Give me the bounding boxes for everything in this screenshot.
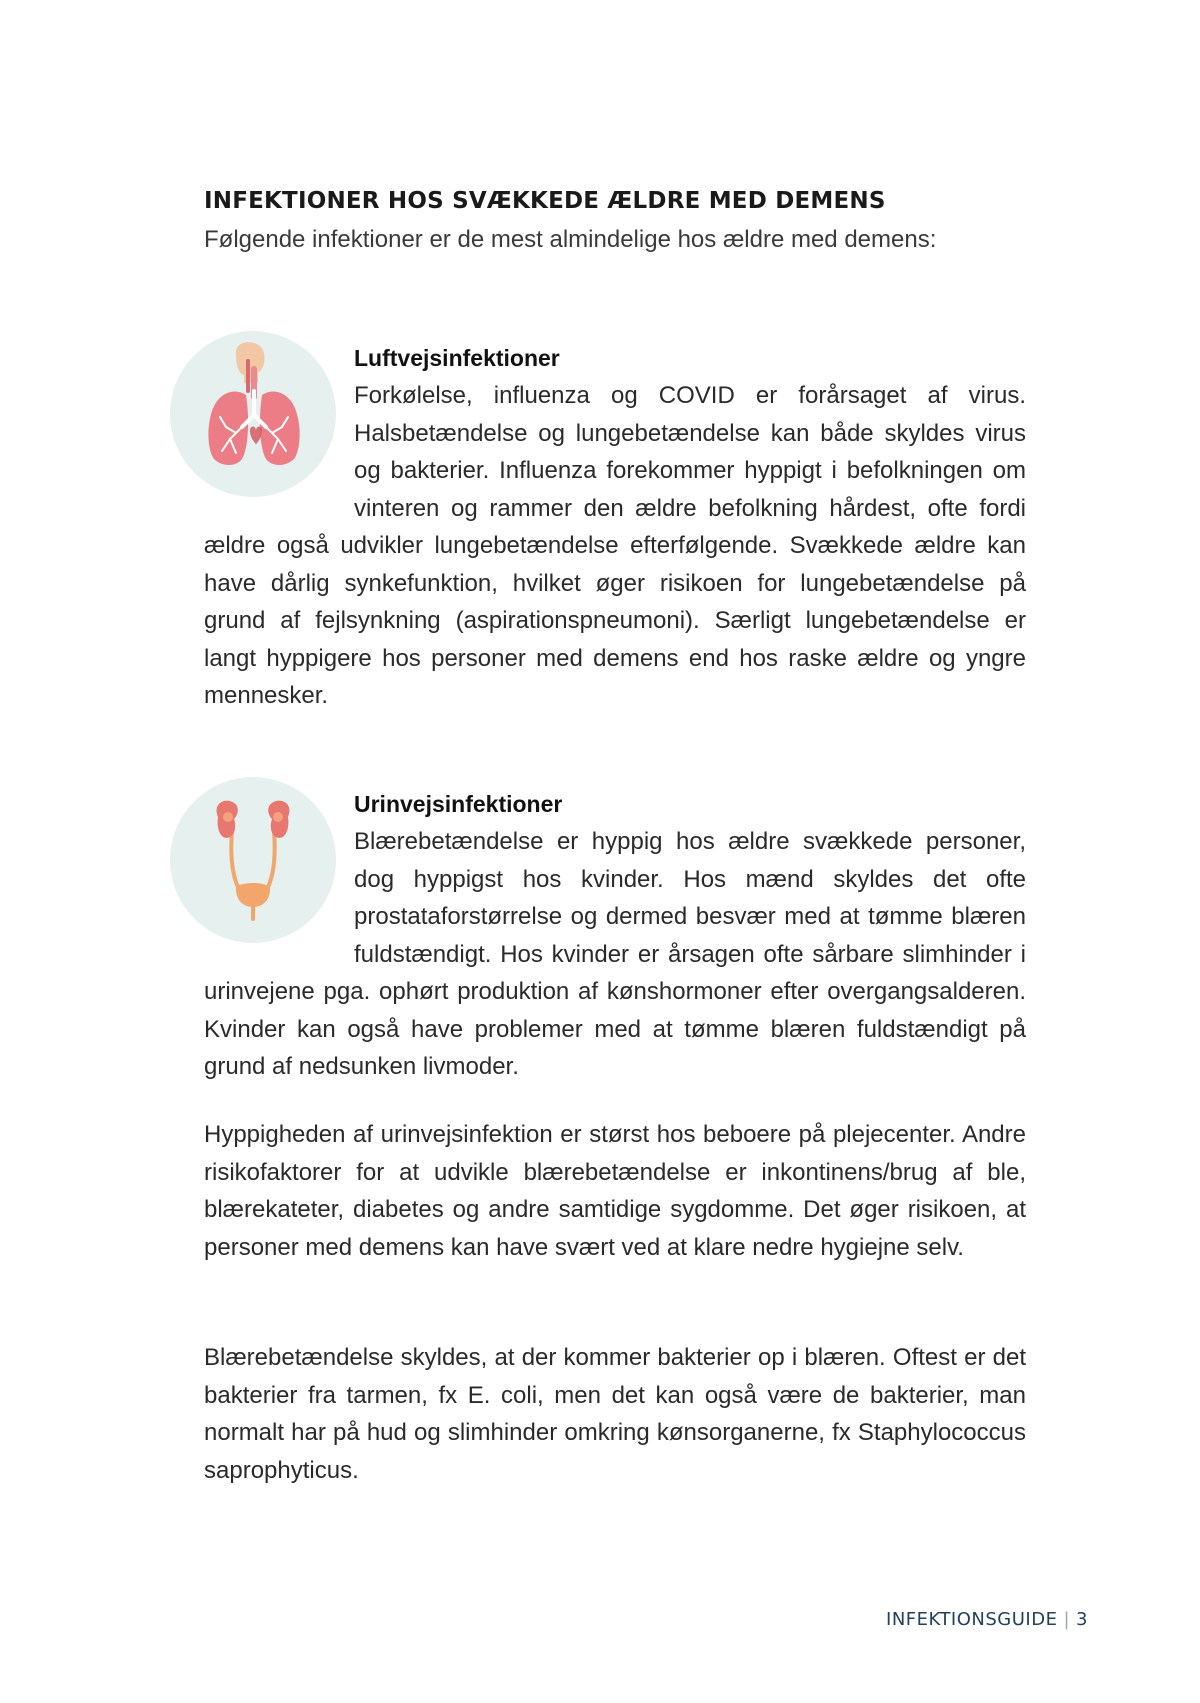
- page-heading: INFEKTIONER HOS SVÆKKEDE ÆLDRE MED DEMENS: [204, 188, 886, 214]
- section-urinary: [170, 777, 1026, 1086]
- section-title-respiratory: Luftvejsinfektioner: [354, 345, 560, 371]
- section-text-urinary: Blærebetændelse er hyppig hos ældre svækkede personer, dog hyppigst hos kvinder. Hos mænd skyldes det ofte prostataforstørrelse og dermed besvær med at tømme blæren fuldstændigt. Hos kvinder er årsagen ofte sårbare slimhinder i urinvejene pga. ophørt produktion af kønshormoner efter overgangsalderen. Kvinder kan også have problemer med at tømme blæren fuldstændigt på grund af nedsunken livmoder.: [204, 828, 1026, 1080]
- page-footer: [886, 1609, 1088, 1630]
- paragraph-causes: Blærebetændelse skyldes, at der kommer bakterier op i blæren. Oftest er det bakterier fra tarmen, fx E. coli, men det kan også være de bakterier, man normalt har på hud og slimhinder omkring kønsorganerne, fx Staphylococcus saprophyticus.: [204, 1344, 1026, 1484]
- section-text-respiratory: Forkølelse, influenza og COVID er forårsaget af virus. Halsbetændelse og lungebetændelse kan både skyldes virus og bakterier. Influenza forekommer hyppigt i befolkningen om vinteren og rammer den ældre befolkning hårdest, ofte fordi ældre også udvikler lungebetændelse efterfølgende. Svækkede ældre kan have dårlig synkefunktion, hvilket øger risikoen for lungebetændelse på grund af fejlsynkning (aspirationspneumoni). Særligt lungebetændelse er langt hyppigere hos personer med demens end hos raske ældre og yngre mennesker.: [204, 382, 1026, 709]
- page-intro: Følgende infektioner er de mest almindelige hos ældre med demens:: [204, 226, 937, 253]
- page-number: 3: [1076, 1609, 1088, 1630]
- section-respiratory: [170, 331, 1026, 715]
- footer-separator: |: [1063, 1609, 1071, 1630]
- lungs-icon: [170, 331, 336, 497]
- paragraph-risk-factors: Hyppigheden af urinvejsinfektion er størst hos beboere på plejecenter. Andre risikofaktorer for at udvikle blærebetændelse er inkontinens/brug af ble, blærekateter, diabetes og andre samtidige sygdomme. Det øger risikoen, at personer med demens kan have svært ved at klare nedre hygiejne selv.: [204, 1121, 1026, 1261]
- footer-label: INFEKTIONSGUIDE: [886, 1609, 1058, 1630]
- section-title-urinary: Urinvejsinfektioner: [354, 791, 563, 817]
- urinary-tract-icon: [170, 777, 336, 943]
